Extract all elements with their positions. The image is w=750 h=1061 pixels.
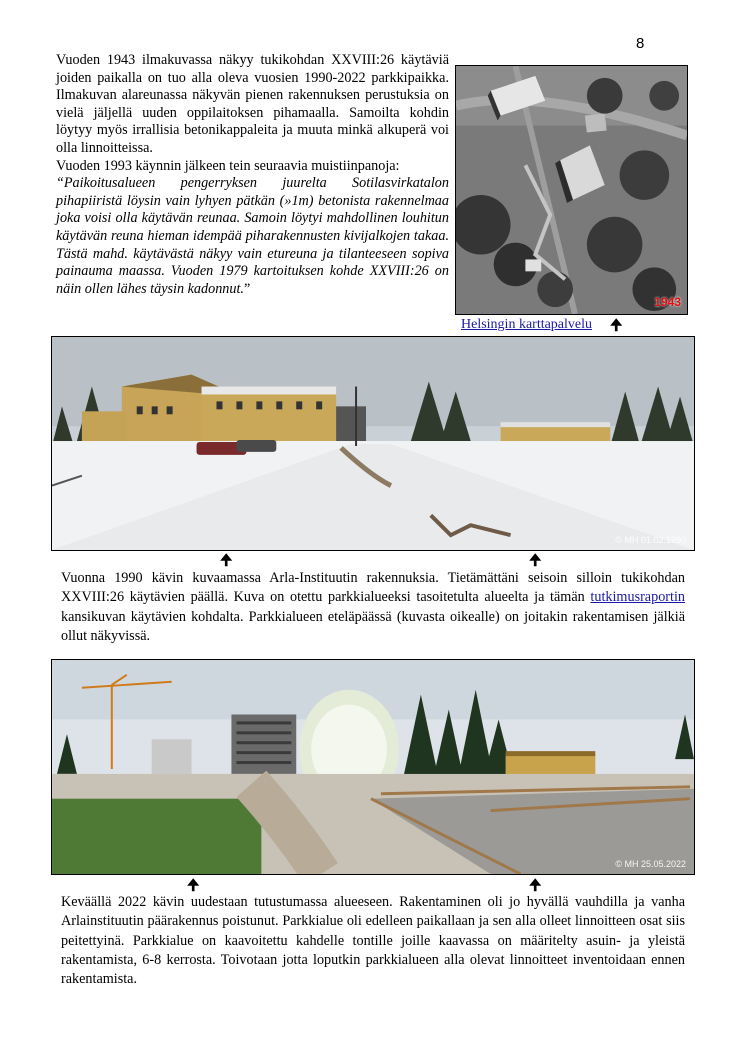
photo-1990-credit: © MH 01.02.1990	[615, 535, 686, 545]
notes-intro: Vuoden 1993 käynnin jälkeen tein seuraavia muistiinpanoja:	[56, 157, 400, 174]
photo-2022-credit: © MH 25.05.2022	[615, 859, 686, 869]
up-arrow-icon: 🠉	[220, 551, 233, 569]
page-number: 8	[636, 35, 645, 52]
notes-quote	[56, 175, 449, 298]
caption-2022: Keväällä 2022 kävin uudestaan tutustumassa alueeseen. Rakentaminen oli jo hyvällä vauhdilla ja vanha Arlainstituutin päärakennus poistunut. Parkkialue oli edelleen paikallaan ja sen alla olleet linnoitteen osat siis peitettyinä. Parkkialue on kaavoitettu kahdelle tontille joille kaavassa on määritelty asuin- ja yleistä rakentamista, 6-8 kerrosta. Toivotaan jotta loputkin parkkialueen alla olevat linnoitteet inventoidaan ennen rakentamista.	[61, 894, 685, 988]
aerial-photo-image	[456, 66, 687, 314]
caption-1990	[61, 569, 685, 646]
photo-2022-panorama	[51, 659, 695, 875]
caption-1990-text-end: kansikuvan käytävien kohdalta. Parkkialueen eteläpäässä (kuvasta oikealle) on joitakin rakentamisen jälkiä ollut näkyvissä.	[61, 608, 685, 644]
photo-1990-panorama	[51, 336, 695, 551]
up-arrow-icon: 🠉	[610, 316, 623, 334]
photo-2022-image	[52, 660, 694, 874]
up-arrow-icon: 🠉	[529, 551, 542, 569]
quote-end: ”	[243, 280, 251, 297]
aerial-year-label: 1943	[654, 295, 681, 309]
up-arrow-icon: 🠉	[529, 876, 542, 894]
aerial-photo-1943	[455, 65, 688, 315]
up-arrow-icon: 🠉	[187, 876, 200, 894]
photo-1990-image	[52, 337, 694, 550]
map-service-link[interactable]: Helsingin karttapalvelu	[461, 317, 593, 332]
quote-text: “Paikoitusalueen pengerryksen juurelta Sotilasvirkatalon pihapiiristä löysin vain lyhyen pätkän (»1m) betonista rakennelmaa joka voisi olla käytävän reunaa. Samoin löytyi mahdollinen louhitun käytävän reuna hieman idempää piharakennusten kivijalkojen takaa. Tästä mahd. käytävästä näkyy vain etureuna ja tilanteeseen sopiva painauma maassa. Vuoden 1979 kartoituksen kohde XXVIII:26 on näin ollen lähes täysin kadonnut.	[56, 175, 449, 297]
research-report-link[interactable]: tutkimusraportin	[590, 589, 685, 606]
caption-1990-text-start: Vuonna 1990 kävin kuvaamassa Arla-Instituutin rakennuksia. Tietämättäni seisoin silloin tukikohdan XXVIII:26 käytävien päällä. Kuva on otettu parkkialueeksi tasoitetulta alueelta ja tämän	[61, 570, 685, 606]
intro-paragraph: Vuoden 1943 ilmakuvassa näkyy tukikohdan XXVIII:26 käytäviä joiden paikalla on tuo alla oleva vuosien 1990-2022 parkkipaikka. Ilmakuvan alareunassa näkyvän pienen rakennuksen perustuksia on vielä jäljellä uuden oppilaitoksen pihamaalla. Samoilta kohdin löytyy myös irrallisia betonikappaleita ja muuta minkä alkuperä voi olla linnoitteissa.	[56, 52, 449, 156]
intro-text-block	[56, 52, 449, 298]
